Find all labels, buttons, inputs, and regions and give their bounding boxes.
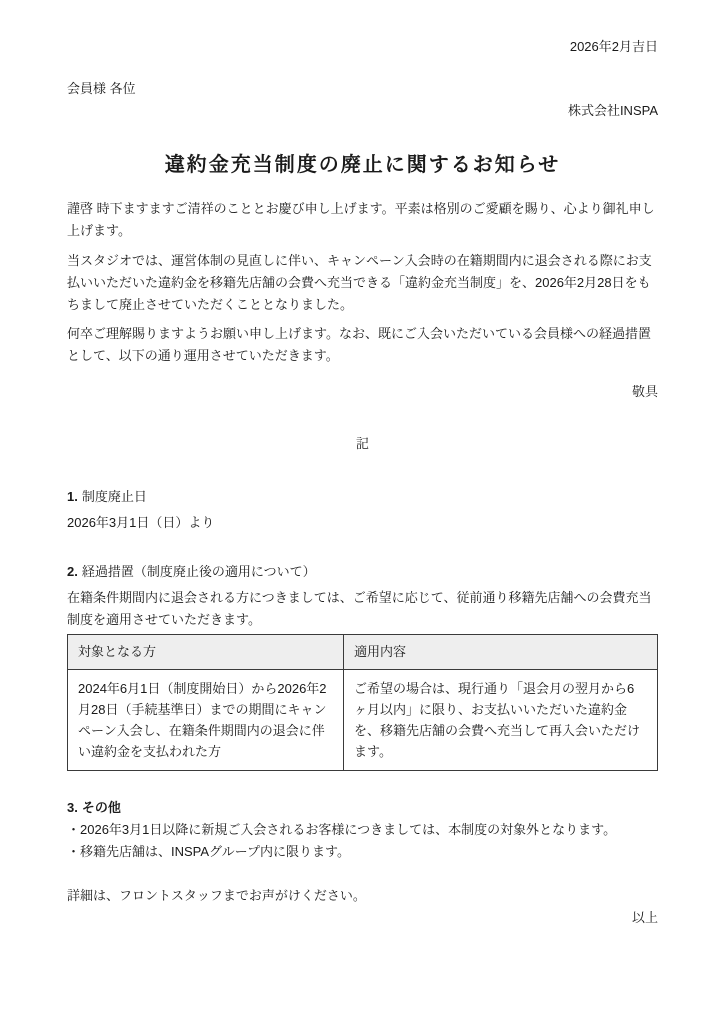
section-3-title: その他 <box>81 800 121 815</box>
table-cell-application: ご希望の場合は、現行通り「退会月の翌月から6ヶ月以内」に限り、お支払いいただいた違約金を、移籍先店舗の会費へ充当して再入会いただけます。 <box>344 670 658 771</box>
section-1-heading <box>67 486 658 508</box>
closing-word: 敬具 <box>631 384 658 399</box>
table-header-row <box>68 635 658 670</box>
section-3-bullet-2: ・移籍先店舗は、INSPAグループ内に限ります。 <box>67 844 350 859</box>
section-2-title: 経過措置（制度廃止後の適用について） <box>81 564 316 579</box>
body-paragraph-abolition: 当スタジオでは、運営体制の見直しに伴い、キャンペーン入会時の在籍期間内に退会される際にお支払いいただいた違約金を移籍先店舗の会費へ充当できる「違約金充当制度」を、2026年2月28日をもちまして廃止させていただくこととなりました。 <box>67 253 652 312</box>
table-row <box>68 670 658 771</box>
table-header-application: 適用内容 <box>344 635 658 670</box>
section-1-number: 1. <box>67 489 78 504</box>
section-1-title: 制度廃止日 <box>81 489 147 504</box>
section-3-heading <box>67 797 658 819</box>
section-3-bullet-1: ・2026年3月1日以降に新規ご入会されるお客様につきましては、本制度の対象外となります。 <box>67 822 617 837</box>
footer-note: 詳細は、フロントスタッフまでお声がけください。 <box>67 888 366 903</box>
table-header-target: 対象となる方 <box>68 635 344 670</box>
section-2-body: 在籍条件期間内に退会される方につきましては、ご希望に応じて、従前通り移籍先店舗への会費充当制度を適用させていただきます。 <box>67 590 652 627</box>
date-line: 2026年2月吉日 <box>569 39 658 54</box>
section-2-number: 2. <box>67 564 78 579</box>
sender-line: 株式会社INSPA <box>567 103 658 118</box>
end-marker: 以上 <box>631 910 658 925</box>
section-2-heading <box>67 561 658 583</box>
document-title: 違約金充当制度の廃止に関するお知らせ <box>164 154 561 176</box>
table-cell-target: 2024年6月1日（制度開始日）から2026年2月28日（手続基準日）までの期間にキャンペーン入会し、在籍条件期間内の退会に伴い違約金を支払われた方 <box>68 670 344 771</box>
transition-measures-table <box>67 634 658 771</box>
section-1-body: 2026年3月1日（日）より <box>67 515 215 530</box>
record-marker: 記 <box>355 436 369 451</box>
recipient-line: 会員様 各位 <box>67 81 136 96</box>
body-paragraph-transition: 何卒ご理解賜りますようお願い申し上げます。なお、既にご入会いただいている会員様への経過措置として、以下の通り運用させていただきます。 <box>67 326 651 363</box>
section-3-number: 3. <box>67 800 78 815</box>
greeting-paragraph: 謹啓 時下ますますご清祥のこととお慶び申し上げます。平素は格別のご愛顧を賜り、心より御礼申し上げます。 <box>67 201 655 238</box>
